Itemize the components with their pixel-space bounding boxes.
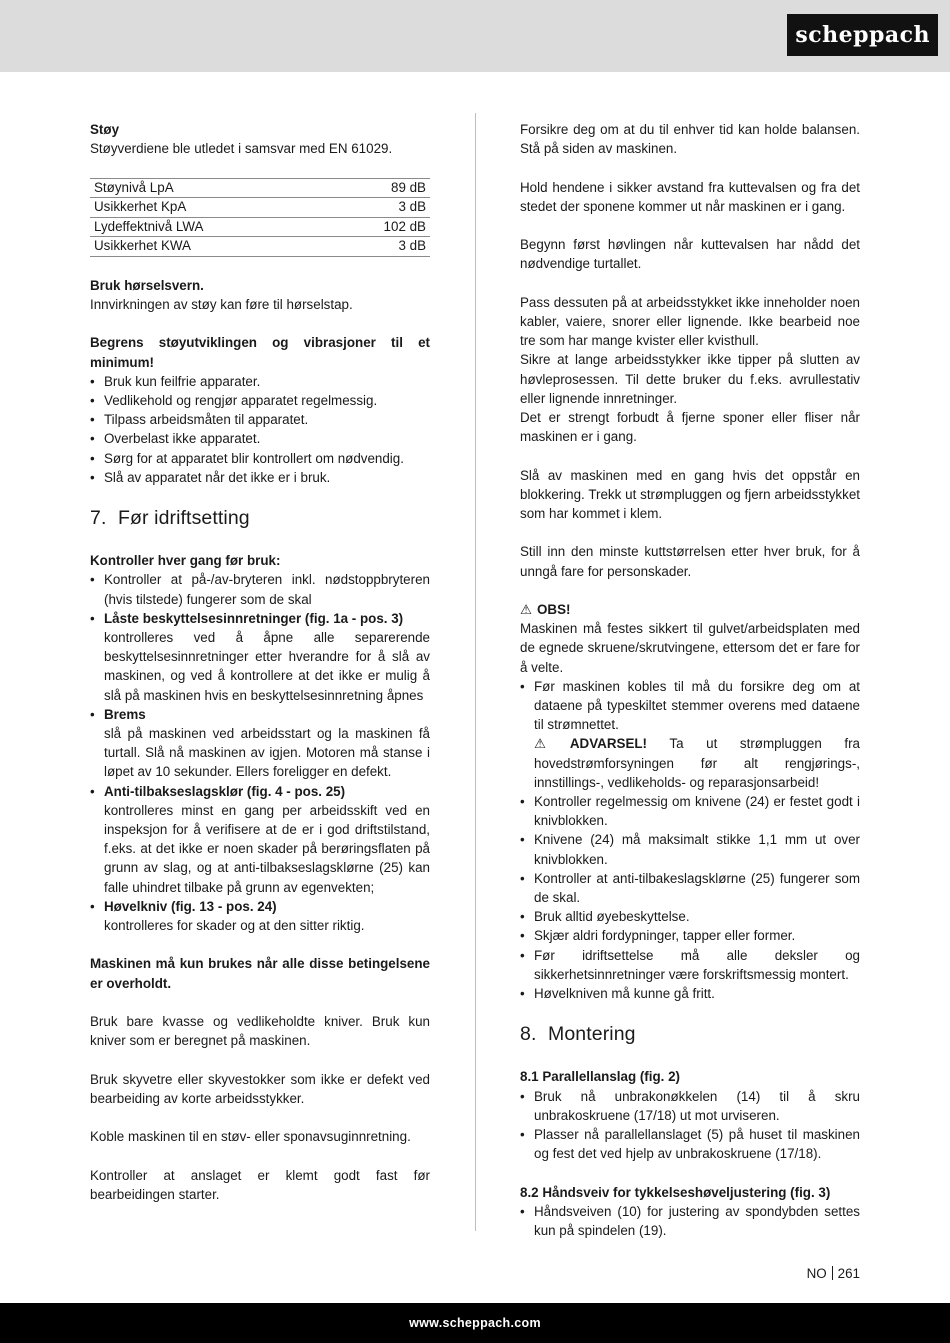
website-link[interactable]: www.scheppach.com	[409, 1316, 541, 1330]
limit-title: Begrens støyutviklingen og vibrasjoner til et minimum!	[90, 335, 430, 370]
table-label: Usikkerhet KWA	[90, 237, 328, 257]
noise-intro: Støyverdiene ble utledet i samsvar med EN 61029.	[90, 141, 393, 157]
language-code: NO	[806, 1266, 827, 1281]
list-item: • Kontroller at anti-tilbakeslagsklørne (25) fungerer som de skal.	[520, 869, 860, 907]
table-label: Støynivå LpA	[90, 178, 328, 198]
limit-list	[90, 372, 430, 487]
footer-bar	[0, 1303, 950, 1343]
obs-title: OBS!	[537, 601, 571, 617]
hands-note: Hold hendene i sikker avstand fra kuttevalsen og fra det stedet der sponene kommer ut når maskinen er i gang.	[520, 179, 860, 214]
knives-note: Bruk bare kvasse og vedlikeholdte kniver. Bruk kun kniver som er beregnet på maskinen.	[90, 1014, 430, 1049]
table-row	[90, 198, 430, 218]
list-item	[90, 609, 430, 705]
conditions-note: Maskinen må kun brukes når alle disse betingelsene er overholdt.	[90, 956, 430, 991]
long-workpiece-note: Sikre at lange arbeidsstykker ikke tipper på slutten av høvleprosessen. Til dette bruker du f.eks. avrullestativ eller lignende innretninger.	[520, 352, 860, 406]
list-item: • Håndsveiven (10) for justering av spondybden settes kun på spindelen (19).	[520, 1202, 860, 1240]
subsection-8-1-title: 8.1 Parallellanslag (fig. 2)	[520, 1069, 681, 1085]
list-item: • Bruk kun feilfrie apparater.	[90, 372, 430, 391]
list-item: • Før idriftsettelse må alle deksler og sikkerhetsinnretninger være forskriftsmessig montert.	[520, 946, 860, 984]
table-row	[90, 237, 430, 257]
list-item	[90, 897, 430, 935]
noise-title: Støy	[90, 122, 120, 137]
list-item: • Knivene (24) må maksimalt stikke 1,1 mm ut over knivblokken.	[520, 830, 860, 868]
item-title: • Brems	[104, 706, 146, 722]
advarsel-text: Ta ut strømpluggen fra hovedstrømforsyningen før alt rengjørings-, innstillings-, vedlikeholds- og reparasjonsarbeid!	[534, 736, 860, 790]
item-title: • Anti-tilbakseslagsklør (fig. 4 - pos. 25)	[104, 783, 346, 799]
table-label: Lydeffektnivå LWA	[90, 217, 328, 237]
push-stick-note: Bruk skyvetre eller skyvestokker som ikke er defekt ved bearbeiding av korte arbeidsstykker.	[90, 1071, 430, 1106]
check-list	[90, 570, 430, 935]
table-value: 89 dB	[328, 178, 430, 198]
chips-note: Det er strengt forbudt å fjerne sponer eller fliser når maskinen er i gang.	[520, 410, 860, 445]
list-item: • Tilpass arbeidsmåten til apparatet.	[90, 410, 430, 429]
list-item: • Slå av apparatet når det ikke er i bruk.	[90, 468, 430, 487]
column-divider	[475, 113, 476, 1231]
item-text: kontrolleres minst en gang per arbeidsskift ved en inspeksjon for å verifisere at de er i god driftstilstand, f.eks. at det ikke er noen skader på berøringsflaten på grunn av slag, og at anti-tilbakseslagsklørne (25) kan falle uhindret tilbake på grunn av egenvekten;	[104, 802, 430, 895]
scheppach-logo: scheppach	[787, 14, 938, 56]
list-item: • Overbelast ikke apparatet.	[90, 429, 430, 448]
subsection-8-2-title: 8.2 Håndsveiv for tykkelseshøveljustering (fig. 3)	[520, 1184, 831, 1200]
list-item: • Bruk nå unbrakonøkkelen (14) til å skru unbrakoskruene (17/18) ut mot urviseren.	[520, 1087, 860, 1125]
warning-icon: ⚠	[534, 736, 565, 752]
subsection-8-1-list	[520, 1087, 860, 1164]
section-title: Før idriftsetting	[118, 507, 250, 530]
list-item: • Skjær aldri fordypninger, tapper eller former.	[520, 926, 860, 945]
list-item	[90, 705, 430, 782]
fence-note: Kontroller at anslaget er klemt godt fast før bearbeidingen starter.	[90, 1167, 430, 1202]
right-column	[520, 120, 860, 1240]
obs-heading	[520, 600, 860, 619]
item-text: Kontroller at på-/av-bryteren inkl. nødstoppbryteren (hvis tilstede) fungerer som de skal	[104, 572, 430, 607]
hearing-text: Innvirkningen av støy kan føre til hørselstap.	[90, 296, 353, 312]
page-separator	[832, 1266, 833, 1280]
item-text: kontrolleres for skader og at den sitter riktig.	[104, 918, 365, 934]
list-item: • Kontroller regelmessig om knivene (24) er festet godt i knivblokken.	[520, 792, 860, 830]
list-item	[520, 677, 860, 792]
table-value: 102 dB	[328, 217, 430, 237]
item-text: slå på maskinen ved arbeidsstart og la maskinen få turtall. Slå nå maskinen av igjen. Motoren må stanse i løpet av 10 sekunder. Ellers foreligger en defekt.	[104, 726, 430, 780]
noise-table	[90, 178, 430, 257]
section-title: Montering	[548, 1023, 636, 1046]
table-row	[90, 178, 430, 198]
section-number: 7.	[90, 507, 107, 530]
list-item: • Vedlikehold og rengjør apparatet regelmessig.	[90, 391, 430, 410]
hearing-title: Bruk hørselsvern.	[90, 277, 204, 293]
advarsel-title: ADVARSEL!	[569, 736, 648, 752]
item-text: Før maskinen kobles til må du forsikre deg om at dataene på typeskiltet stemmer overens med dataene til strømnettet.	[534, 678, 860, 733]
min-cut-note: Still inn den minste kuttstørrelsen etter hver bruk, for å unngå fare for personskader.	[520, 544, 860, 579]
list-item	[90, 782, 430, 897]
list-item: • Bruk alltid øyebeskyttelse.	[520, 907, 860, 926]
balance-note: Forsikre deg om at du til enhver tid kan holde balansen. Stå på siden av maskinen.	[520, 122, 860, 157]
list-item: • Høvelkniven må kunne gå fritt.	[520, 984, 860, 1003]
advarsel-block	[534, 734, 860, 792]
dust-note: Koble maskinen til en støv- eller sponavsuginnretning.	[90, 1129, 411, 1145]
obs-list	[520, 677, 860, 1003]
item-text: kontrolleres ved å åpne alle separerende beskyttelsesinnretninger etter hverandre for å slå av maskinen, og ved å kontrollere at det ikke er mulig å slå på maskinen hvis en beskyttelsesinnretning åpnes	[104, 630, 430, 703]
list-item	[90, 570, 430, 608]
warning-icon: ⚠	[520, 601, 533, 617]
page-number	[780, 1264, 860, 1283]
check-title: Kontroller hver gang før bruk:	[90, 553, 281, 569]
table-label: Usikkerhet KpA	[90, 198, 328, 218]
speed-note: Begynn først høvlingen når kuttevalsen har nådd det nødvendige turtallet.	[520, 237, 860, 272]
section-8-heading	[520, 1022, 860, 1046]
table-value: 3 dB	[328, 237, 430, 257]
subsection-8-2-list	[520, 1202, 860, 1240]
item-title: • Høvelkniv (fig. 13 - pos. 24)	[104, 898, 277, 914]
page-value: 261	[837, 1266, 860, 1281]
workpiece-note: Pass dessuten på at arbeidsstykket ikke inneholder noen kabler, vaiere, snorer eller lignende. Ikke bearbeid noe tre som har mange kvister eller kvisthull.	[520, 294, 860, 349]
table-value: 3 dB	[328, 198, 430, 218]
section-7-heading	[90, 506, 430, 530]
table-row	[90, 217, 430, 237]
section-number: 8.	[520, 1023, 537, 1046]
item-title: • Låste beskyttelsesinnretninger (fig. 1a - pos. 3)	[104, 610, 404, 626]
blocking-note: Slå av maskinen med en gang hvis det oppstår en blokkering. Trekk ut strømpluggen og fjern arbeidsstykket som har kommet i klem.	[520, 467, 860, 521]
left-column	[90, 120, 430, 1223]
obs-text: Maskinen må festes sikkert til gulvet/arbeidsplaten med de egnede skruene/skrutvingene, ettersom det er fare for å velte.	[520, 621, 860, 675]
header-bar	[0, 0, 950, 72]
list-item: • Plasser nå parallellanslaget (5) på huset til maskinen og fest det ved hjelp av unbrakoskruene (17/18).	[520, 1125, 860, 1163]
list-item: • Sørg for at apparatet blir kontrollert om nødvendig.	[90, 449, 430, 468]
